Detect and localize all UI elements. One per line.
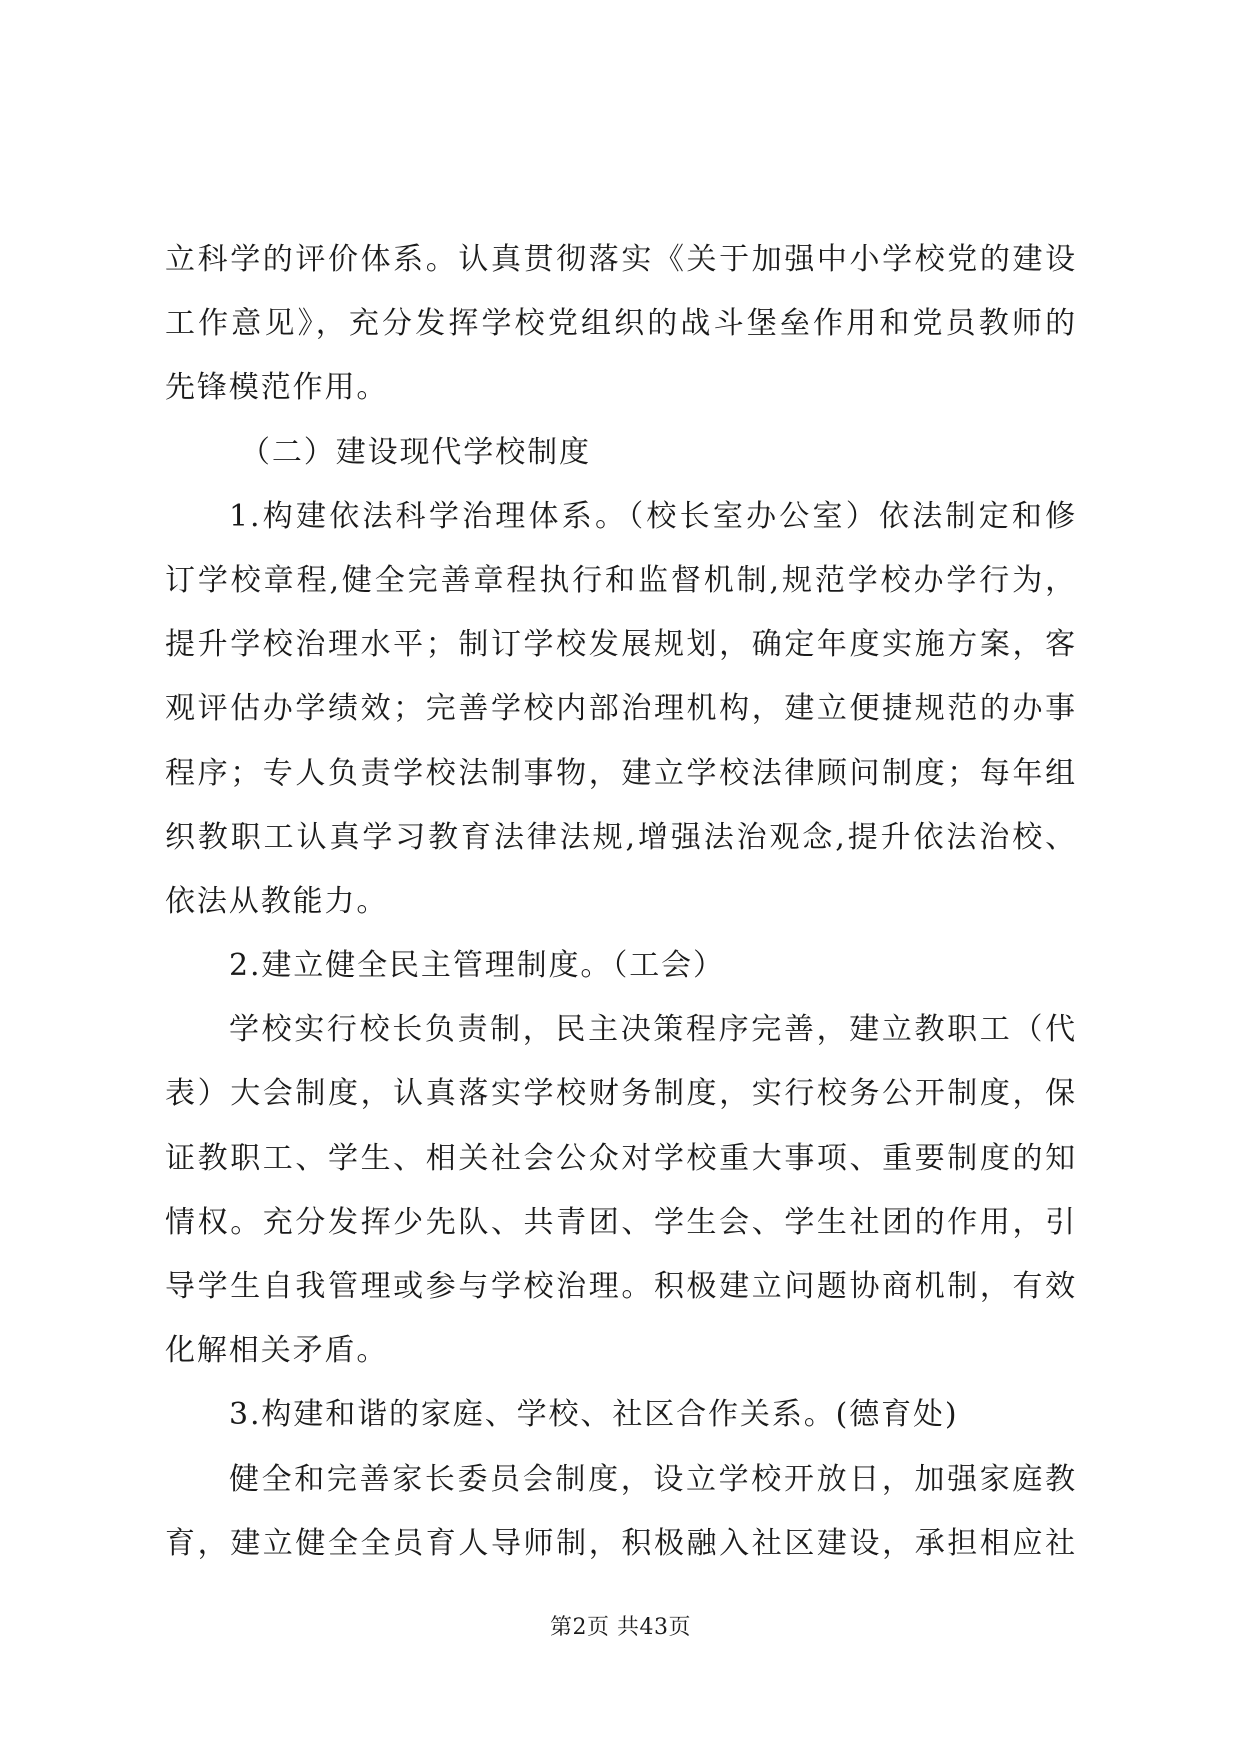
- subsection-heading: 3.构建和谐的家庭、学校、社区合作关系。(德育处): [229, 1397, 959, 1433]
- text-line: 导学生自我管理或参与学校治理。积极建立问题协商机制，有效: [165, 1269, 1077, 1304]
- text-line: 健全和完善家长委员会制度，设立学校开放日，加强家庭教: [229, 1461, 1077, 1497]
- text-line: 织教职工认真学习教育法律法规,增强法治观念,提升依法治校、: [165, 819, 1077, 855]
- text-line: 订学校章程,健全完善章程执行和监督机制,规范学校办学行为，: [165, 562, 1077, 598]
- page-number-footer: 第2页 共43页: [550, 1615, 691, 1640]
- text-line: 表）大会制度，认真落实学校财务制度，实行校务公开制度，保: [165, 1076, 1077, 1112]
- text-line: 提升学校治理水平；制订学校发展规划，确定年度实施方案，客: [165, 627, 1077, 663]
- text-line: 程序；专人负责学校法制事物，建立学校法律顾问制度；每年组: [165, 755, 1077, 791]
- text-line: 依法从教能力。: [165, 883, 389, 919]
- text-line: 化解相关矛盾。: [165, 1333, 389, 1369]
- text-line: 证教职工、学生、相关社会公众对学校重大事项、重要制度的知: [165, 1140, 1077, 1176]
- section-heading: （二）建设现代学校制度: [240, 434, 591, 470]
- text-line: 立科学的评价体系。认真贯彻落实《关于加强中小学校党的建设: [165, 242, 1077, 277]
- text-line: 1.构建依法科学治理体系。（校长室办公室）依法制定和修: [229, 498, 1077, 534]
- text-line: 工作意见》，充分发挥学校党组织的战斗堡垒作用和党员教师的: [165, 306, 1077, 342]
- text-line: 学校实行校长负责制，民主决策程序完善，建立教职工（代: [229, 1012, 1077, 1048]
- text-line: 先锋模范作用。: [165, 370, 389, 406]
- text-line: 情权。充分发挥少先队、共青团、学生会、学生社团的作用，引: [165, 1204, 1077, 1240]
- text-line: 育，建立健全全员育人导师制，积极融入社区建设，承担相应社: [165, 1525, 1077, 1561]
- body-text: [165, 228, 1077, 1576]
- subsection-heading: 2.建立健全民主管理制度。（工会）: [229, 948, 725, 984]
- text-line: 观评估办学绩效；完善学校内部治理机构，建立便捷规范的办事: [165, 691, 1077, 727]
